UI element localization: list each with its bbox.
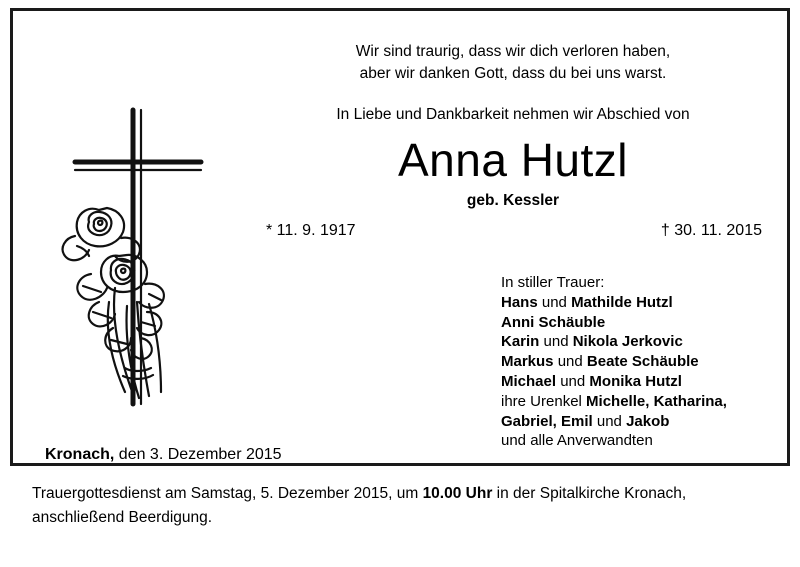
mourner-name: Mathilde Hutzl bbox=[571, 293, 673, 311]
mourner-name: Anni Schäuble bbox=[501, 313, 606, 331]
place-date-line bbox=[45, 446, 282, 464]
great-grandchildren-names: Jakob bbox=[626, 412, 670, 430]
place-date: den 3. Dezember 2015 bbox=[114, 446, 282, 463]
mourner-name: Karin bbox=[501, 333, 540, 351]
great-grandchildren-names: Gabriel, Emil bbox=[501, 412, 593, 430]
maiden-name: geb. Kessler bbox=[466, 192, 560, 210]
great-grandchildren-row bbox=[501, 392, 791, 412]
deceased-name: Anna Hutzl bbox=[397, 133, 628, 186]
service-line-1 bbox=[32, 482, 777, 506]
service-line-2: anschließend Beerdigung. bbox=[32, 509, 213, 527]
service-text-after-time: in der Spitalkirche Kronach, bbox=[492, 485, 687, 502]
death-date: † 30. 11. 2015 bbox=[660, 222, 762, 240]
service-details bbox=[32, 482, 777, 530]
mourner-name: Markus bbox=[501, 353, 554, 371]
great-grandchildren-prefix: ihre Urenkel bbox=[501, 392, 587, 410]
opening-verse-line-1: Wir sind traurig, dass wir dich verloren haben, bbox=[355, 43, 671, 60]
mourner-conjunction: und bbox=[556, 372, 590, 390]
life-dates bbox=[248, 222, 778, 240]
place-name: Kronach, bbox=[45, 446, 115, 463]
mourner-row bbox=[501, 352, 791, 372]
mourner-row bbox=[501, 293, 791, 313]
great-grandchildren-names: Michelle, Katharina, bbox=[586, 392, 727, 410]
mourner-name: Hans bbox=[501, 293, 538, 311]
mourner-row bbox=[501, 313, 791, 333]
mourners-block bbox=[501, 273, 791, 451]
mourner-name: Monika Hutzl bbox=[589, 372, 682, 390]
mourners-heading: In stiller Trauer: bbox=[501, 274, 605, 291]
mourner-name: Beate Schäuble bbox=[586, 353, 699, 371]
relatives-line: und alle Anverwandten bbox=[501, 432, 653, 450]
mourner-conjunction: und bbox=[539, 333, 573, 351]
mourner-conjunction: und bbox=[537, 293, 572, 311]
great-grandchildren-conjunction: und bbox=[592, 412, 627, 430]
mourner-conjunction: und bbox=[553, 353, 587, 371]
service-time: 10.00 Uhr bbox=[422, 485, 493, 502]
farewell-line: In Liebe und Dankbarkeit nehmen wir Abschied von bbox=[336, 105, 690, 123]
opening-verse-line-2: aber wir danken Gott, dass du bei uns warst. bbox=[359, 65, 667, 83]
great-grandchildren-row-2 bbox=[501, 412, 791, 432]
cross-with-roses-illustration bbox=[53, 106, 233, 416]
obituary-text-column bbox=[248, 41, 778, 240]
mourner-name: Michael bbox=[501, 372, 557, 390]
mourner-name: Nikola Jerkovic bbox=[572, 333, 683, 351]
mourner-row bbox=[501, 332, 791, 352]
service-text-before-time: Trauergottesdienst am Samstag, 5. Dezember 2015, um bbox=[32, 485, 423, 502]
birth-date: * 11. 9. 1917 bbox=[266, 222, 356, 240]
obituary-frame bbox=[10, 8, 790, 466]
opening-verse bbox=[248, 41, 778, 86]
mourner-row bbox=[501, 372, 791, 392]
